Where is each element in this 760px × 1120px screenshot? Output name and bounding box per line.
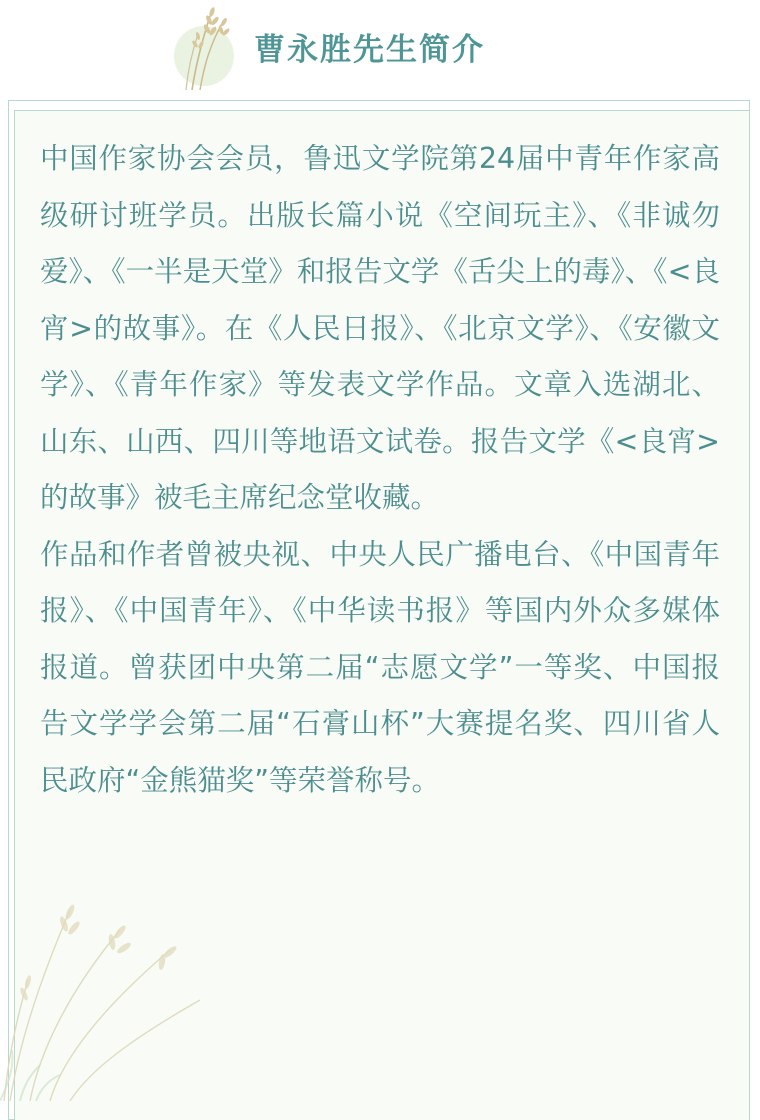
page-title: 曹永胜先生简介 <box>254 32 485 68</box>
reed-grass-icon <box>0 880 240 1101</box>
wheat-stalk-icon <box>168 4 238 90</box>
bio-paragraph-1: 中国作家协会会员，鲁迅文学院第24届中青年作家高级研讨班学员。出版长篇小说《空间玩主》、《非诚勿爱》、《一半是天堂》和报告文学《舌尖上的毒》、《<良宵>的故事》。在《人民日报》、《北京文学》、《安徽文学》、《青年作家》等发表文学作品。文章入选湖北、山东、山西、四川等地语文试卷。报告文学《<良宵>的故事》被毛主席纪念堂收藏。 <box>40 142 720 514</box>
header <box>0 0 760 100</box>
bio-paragraph-2: 作品和作者曾被央视、中央人民广播电台、《中国青年报》、《中国青年》、《中华读书报》等国内外众多媒体报道。曾获团中央第二届“志愿文学”一等奖、中国报告文学学会第二届“石膏山杯”大赛提名奖、四川省人民政府“金熊猫奖”等荣誉称号。 <box>40 537 720 797</box>
bio-text <box>40 131 720 809</box>
